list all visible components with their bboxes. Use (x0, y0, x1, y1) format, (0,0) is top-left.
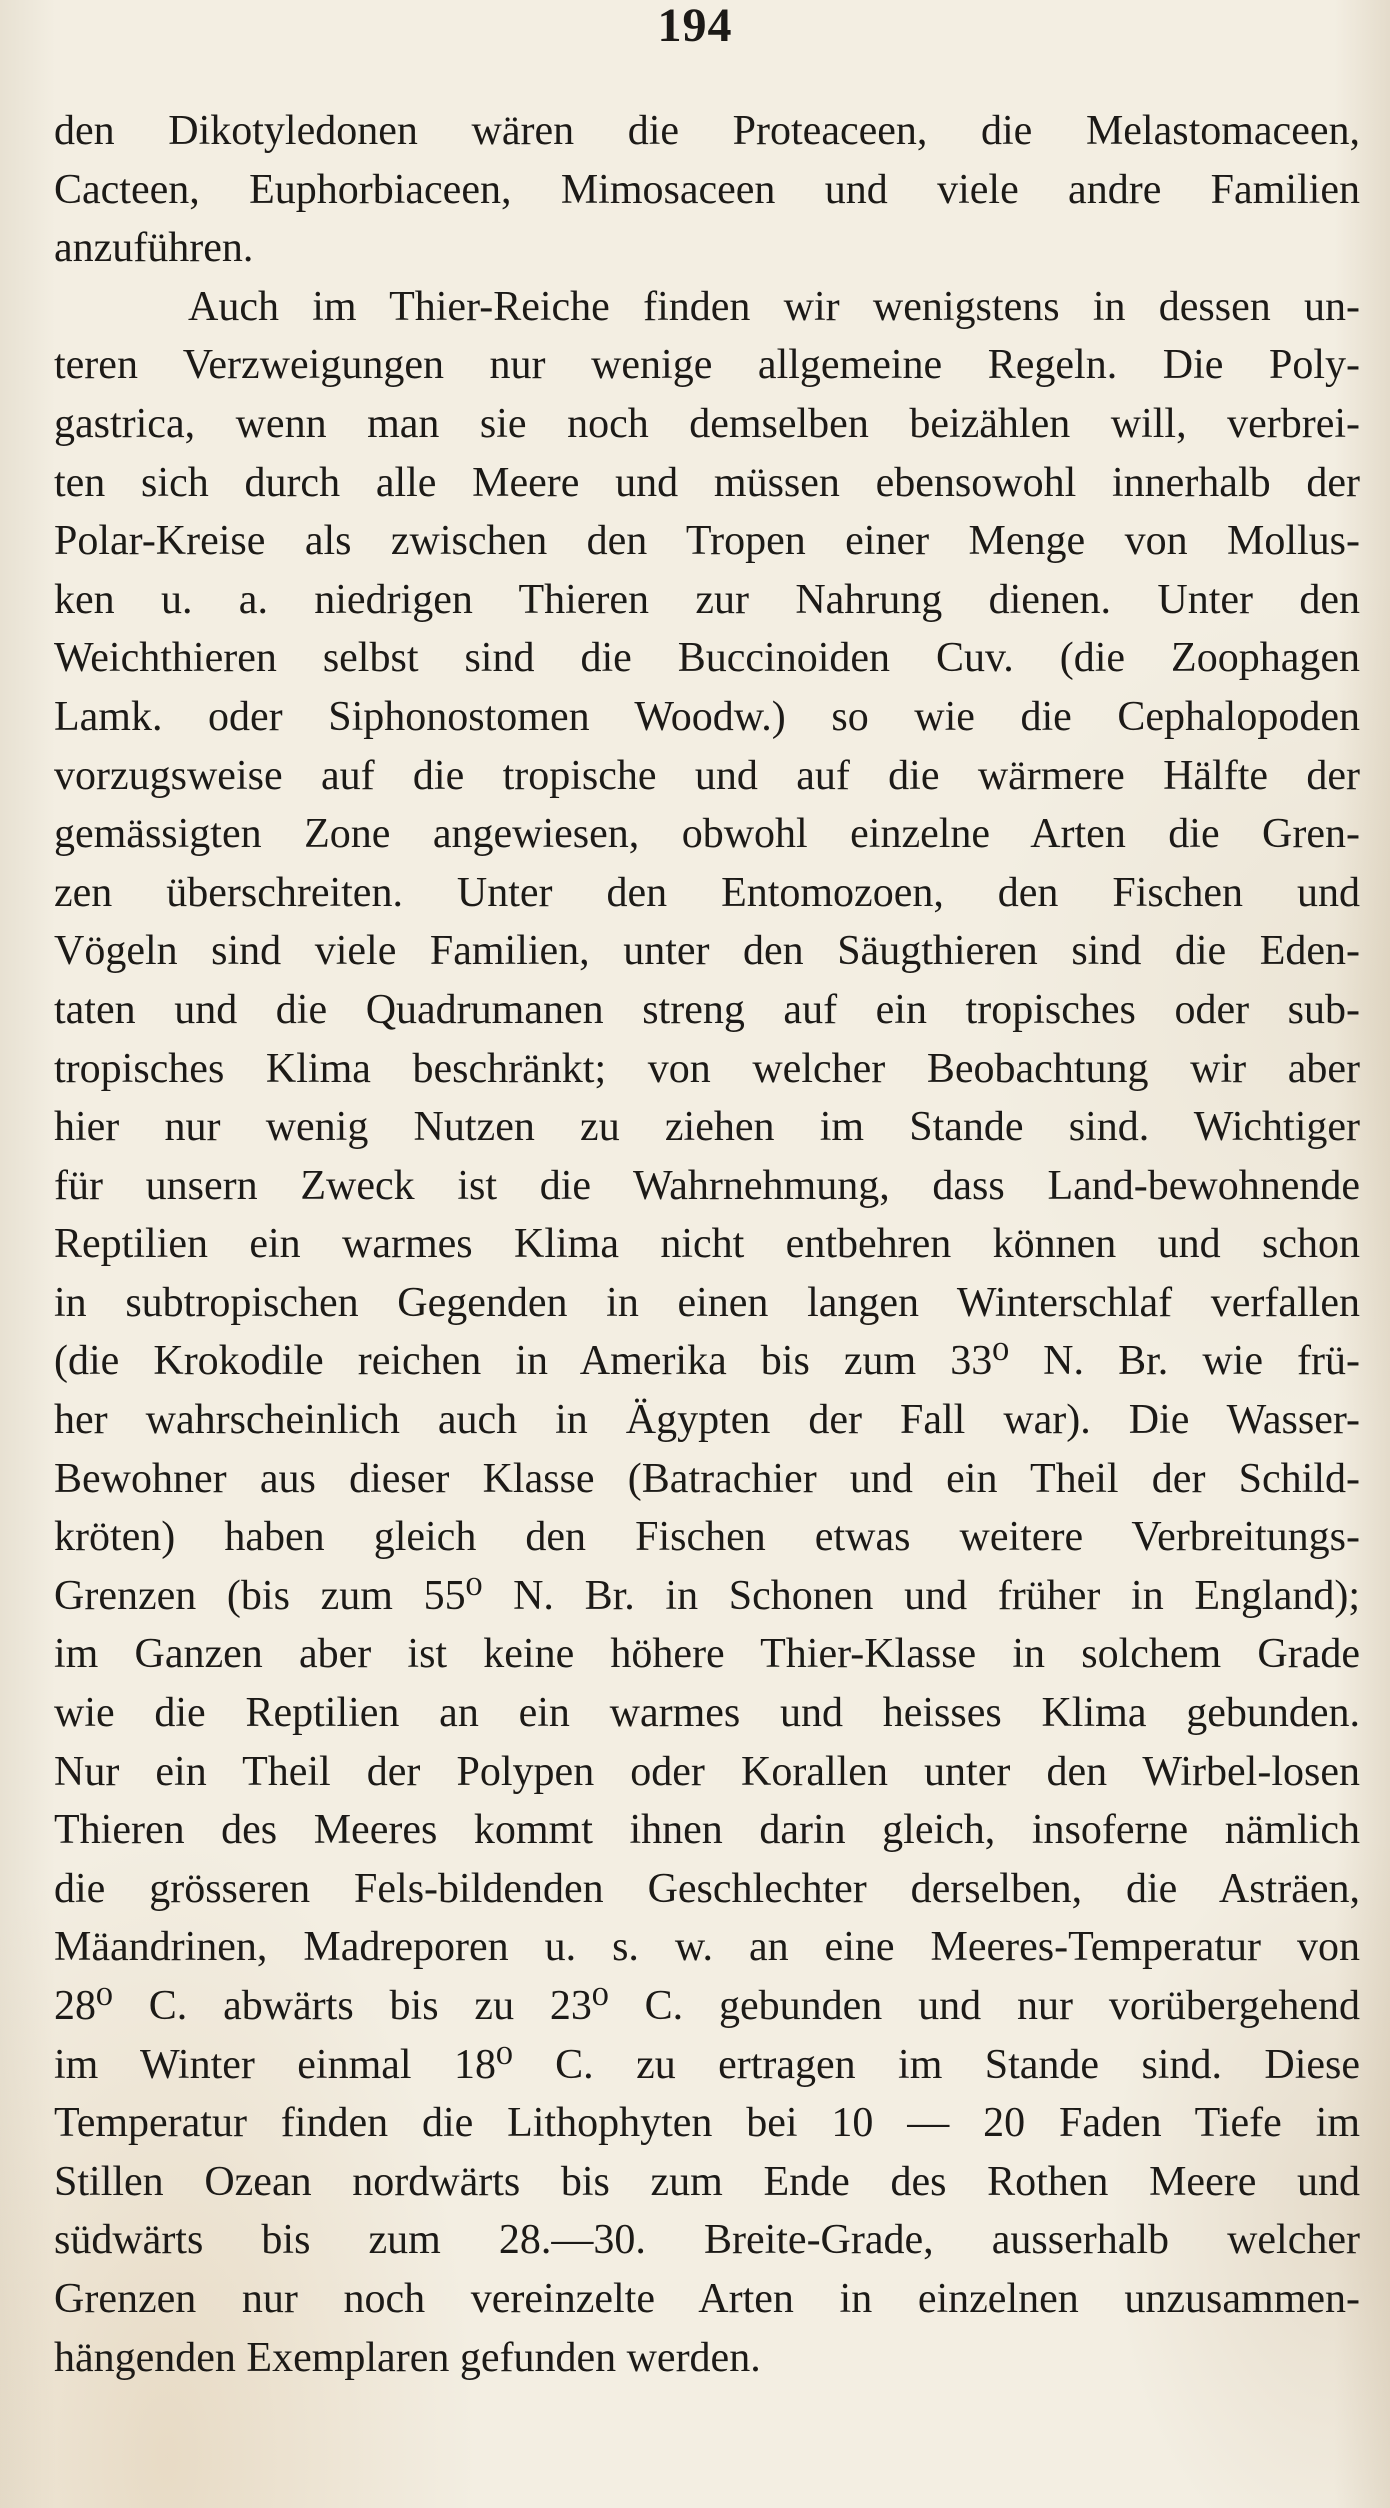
text-line: hängenden Exemplaren gefunden werden. (54, 2334, 761, 2381)
text-line: (die Krokodile reichen in Amerika bis zum 33⁰ N. Br. wie frü- (54, 1338, 1360, 1385)
text-line: tropisches Klima beschränkt; von welcher Beobachtung wir aber (54, 1045, 1360, 1092)
text-line: zen überschreiten. Unter den Entomozoen, den Fischen und (54, 869, 1360, 916)
page-number: 194 (657, 0, 733, 52)
text-line: für unsern Zweck ist die Wahrnehmung, dass Land-bewohnende (54, 1162, 1360, 1209)
text-line: anzuführen. (54, 225, 254, 272)
text-line: Polar-Kreise als zwischen den Tropen einer Menge von Mollus- (54, 518, 1360, 565)
text-line: den Dikotyledonen wären die Proteaceen, die Melastomaceen, (54, 108, 1360, 154)
text-line: 28⁰ C. abwärts bis zu 23⁰ C. gebunden und nur vorübergehend (54, 1983, 1360, 2029)
text-line: gastrica, wenn man sie noch demselben beizählen will, verbrei- (54, 400, 1360, 447)
text-line: Cacteen, Euphorbiaceen, Mimosaceen und viele andre Familien (54, 166, 1360, 213)
text-line: hier nur wenig Nutzen zu ziehen im Stande sind. Wichtiger (54, 1104, 1360, 1151)
text-line: Auch im Thier-Reiche finden wir wenigstens in dessen un- (188, 283, 1360, 330)
text-line: im Ganzen aber ist keine höhere Thier-Klasse in solchem Grade (54, 1631, 1360, 1678)
text-line: kröten) haben gleich den Fischen etwas weitere Verbreitungs- (54, 1514, 1360, 1561)
text-line: im Winter einmal 18⁰ C. zu ertragen im Stande sind. Diese (54, 2041, 1360, 2088)
text-line: gemässigten Zone angewiesen, obwohl einzelne Arten die Gren- (54, 811, 1360, 858)
text-line: ken u. a. niedrigen Thieren zur Nahrung dienen. Unter den (54, 576, 1360, 623)
text-line: vorzugsweise auf die tropische und auf die wärmere Hälfte der (54, 752, 1360, 799)
text-line: die grösseren Fels-bildenden Geschlechter derselben, die Asträen, (54, 1865, 1360, 1912)
text-line: Grenzen nur noch vereinzelte Arten in einzelnen unzusammen- (54, 2275, 1360, 2322)
text-line: Lamk. oder Siphonostomen Woodw.) so wie die Cephalopoden (54, 693, 1360, 740)
text-line: Reptilien ein warmes Klima nicht entbehren können und schon (54, 1221, 1360, 1268)
text-line: Vögeln sind viele Familien, unter den Säugthieren sind die Eden- (54, 928, 1360, 975)
text-line: teren Verzweigungen nur wenige allgemeine Regeln. Die Poly- (54, 342, 1360, 389)
text-line: wie die Reptilien an ein warmes und heisses Klima gebunden. (54, 1690, 1360, 1737)
text-line: taten und die Quadrumanen streng auf ein tropisches oder sub- (54, 986, 1360, 1033)
text-line: südwärts bis zum 28.—30. Breite-Grade, ausserhalb welcher (54, 2217, 1360, 2264)
text-line: Mäandrinen, Madreporen u. s. w. an eine Meeres-Temperatur von (54, 1924, 1360, 1971)
text-line: Bewohner aus dieser Klasse (Batrachier und ein Theil der Schild- (54, 1455, 1360, 1502)
text-line: Nur ein Theil der Polypen oder Korallen unter den Wirbel-losen (54, 1748, 1360, 1795)
text-line: ten sich durch alle Meere und müssen ebensowohl innerhalb der (54, 459, 1360, 506)
text-line: Stillen Ozean nordwärts bis zum Ende des Rothen Meere und (54, 2158, 1360, 2205)
text-line: Thieren des Meeres kommt ihnen darin gleich, insoferne nämlich (54, 1807, 1360, 1854)
text-line: in subtropischen Gegenden in einen langen Winterschlaf verfallen (54, 1279, 1360, 1326)
text-line: Weichthieren selbst sind die Buccinoiden Cuv. (die Zoophagen (54, 635, 1360, 682)
text-line: Temperatur finden die Lithophyten bei 10 — 20 Faden Tiefe im (54, 2100, 1360, 2147)
text-body (54, 102, 1360, 2387)
text-line: Grenzen (bis zum 55⁰ N. Br. in Schonen und früher in England); (54, 1572, 1360, 1619)
text-line: her wahrscheinlich auch in Ägypten der Fall war). Die Wasser- (54, 1397, 1360, 1444)
